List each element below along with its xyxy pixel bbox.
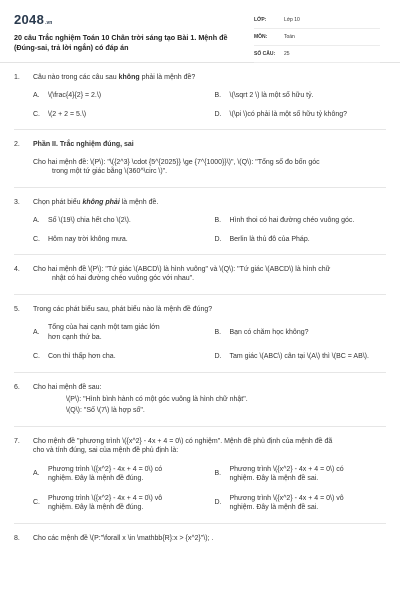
question-text: Câu nào trong các câu sau không phải là mệnh đề? xyxy=(33,74,196,81)
meta-row-count xyxy=(254,46,380,63)
question-text: Trong các phát biểu sau, phát biểu nào là mệnh đề đúng? xyxy=(33,305,213,313)
meta-row-subject xyxy=(254,29,380,46)
question-subtext xyxy=(14,395,386,416)
option-text: \(\sqrt 2 \) là một số hữu tỷ. xyxy=(229,92,314,100)
question-line: Cho mệnh đề "phương trình \({x^2} - 4x + 4 = 0\) có nghiệm". Mệnh đề phủ định của mệnh đề đã xyxy=(33,437,333,445)
answer-option-c[interactable] xyxy=(33,494,205,513)
answer-option-a[interactable] xyxy=(33,465,205,484)
option-text: Phương trình \({x^2} - 4x + 4 = 0\) có nghiệm. Đây là mệnh đề đúng. xyxy=(48,465,163,483)
option-text: \(\pi \)có phải là một số hữu tỷ không? xyxy=(229,110,348,118)
option-text: Hôm nay trời không mưa. xyxy=(48,235,128,243)
option-text: Phương trình \({x^2} - 4x + 4 = 0\) có nghiệm. Đây là mệnh đề sai. xyxy=(229,465,344,483)
question-list xyxy=(0,63,400,553)
option-letter: C. xyxy=(33,499,40,507)
question-number: 7. xyxy=(14,437,20,445)
meta-value: Toán xyxy=(284,33,295,40)
option-text: Tam giác \(ABC\) cân tại \(A\) thì \(BC = AB\). xyxy=(229,353,369,361)
question-item xyxy=(14,63,386,130)
page-title: 20 câu Trắc nghiệm Toán 10 Chân trời sáng tạo Bài 1. Mệnh đề (Đúng-sai, trả lời ngắn) có đáp án xyxy=(14,33,228,53)
option-letter: D. xyxy=(214,499,222,507)
option-text: Số \(19\) chia hết cho \(2\). xyxy=(48,217,131,225)
question-number: 2. xyxy=(14,141,20,149)
question-item xyxy=(14,295,386,373)
answer-option-d[interactable] xyxy=(215,494,387,513)
meta-box xyxy=(254,12,380,63)
section-heading: Phần II. Trắc nghiệm đúng, sai xyxy=(33,141,134,149)
option-letter: C. xyxy=(33,235,40,243)
meta-label: LỚP: xyxy=(254,16,267,23)
meta-label: MÔN: xyxy=(254,33,268,40)
question-subtext xyxy=(14,158,386,177)
option-letter: C. xyxy=(33,110,40,118)
option-letter: D. xyxy=(214,235,222,243)
site-logo[interactable] xyxy=(14,11,52,27)
subtext-line: Cho hai mệnh đề: \(P\): "\({2^3} \cdot {5^{2025}} \ge {7^{1000}}\)", \(Q\): "Tổng số đo bốn góc xyxy=(33,158,320,166)
question-text: Chọn phát biểu không phải là mệnh đề. xyxy=(33,198,159,206)
question-item xyxy=(14,188,386,255)
answer-option-b[interactable] xyxy=(215,465,387,484)
option-text: Berlin là thủ đô của Pháp. xyxy=(229,235,310,243)
answer-option-b[interactable] xyxy=(215,91,387,100)
question-number: 5. xyxy=(14,305,20,313)
option-text: Tổng của hai cạnh một tam giác lớn hơn cạnh thứ ba. xyxy=(48,324,160,341)
question-text xyxy=(33,265,386,284)
question-number: 4. xyxy=(14,265,20,273)
option-letter: B. xyxy=(214,92,222,100)
option-text: Bạn có chăm học không? xyxy=(229,328,309,336)
question-number: 1. xyxy=(14,74,20,81)
question-line: nhật có hai đường chéo vuông góc với nhau". xyxy=(52,275,195,283)
meta-row-class xyxy=(254,12,380,29)
option-letter: B. xyxy=(214,217,222,225)
option-letter: D. xyxy=(214,353,222,361)
answer-option-d[interactable] xyxy=(215,235,387,244)
question-number: 6. xyxy=(14,383,20,391)
option-text: Phương trình \({x^2} - 4x + 4 = 0\) vô nghiệm. Đây là mệnh đề đúng. xyxy=(48,494,163,512)
option-letter: C. xyxy=(33,353,40,361)
option-letter: B. xyxy=(214,328,222,336)
option-text: Hình thoi có hai đường chéo vuông góc. xyxy=(229,217,355,225)
question-text: Cho các mệnh đề \(P:"\forall x \in \mathbb{R}:x > {x^2}"\); . xyxy=(33,534,214,542)
logo-text: 2048 xyxy=(14,12,45,27)
page-header xyxy=(0,0,400,62)
answer-option-c[interactable] xyxy=(33,352,205,361)
meta-value: 25 xyxy=(284,50,290,57)
question-item xyxy=(14,427,386,524)
meta-value: Lớp 10 xyxy=(284,16,300,23)
answer-option-a[interactable] xyxy=(33,323,205,342)
answer-option-a[interactable] xyxy=(33,216,205,225)
answer-option-b[interactable] xyxy=(215,216,387,225)
question-text xyxy=(33,437,386,456)
subtext-line: \(Q\): "Số \(7\) là hợp số". xyxy=(66,407,145,415)
question-line: cho và tính đúng, sai của mệnh đề phủ định là: xyxy=(33,447,179,455)
option-letter: D. xyxy=(214,110,222,118)
subtext-line: trong một tứ giác bằng \(360^\circ \)". xyxy=(52,168,168,176)
option-letter: A. xyxy=(33,92,40,100)
question-item xyxy=(14,373,386,427)
question-line: Cho hai mệnh đề \(P\): "Tứ giác \(ABCD\) là hình vuông" và \(Q\): "Tứ giác \(ABCD\) là hình chữ xyxy=(33,265,331,273)
question-item xyxy=(14,130,386,187)
option-letter: A. xyxy=(33,470,40,478)
question-text: Cho hai mệnh đề sau: xyxy=(33,383,102,391)
option-letter: B. xyxy=(214,470,222,478)
answer-option-c[interactable] xyxy=(33,235,205,244)
question-number: 8. xyxy=(14,534,20,542)
question-item xyxy=(14,524,386,553)
option-text: \(\frac{4}{2} = 2.\) xyxy=(48,92,102,100)
meta-label: SỐ CÂU: xyxy=(254,50,276,57)
option-letter: A. xyxy=(33,328,40,336)
option-text: \(2 + 2 = 5.\) xyxy=(48,110,87,118)
answer-option-d[interactable] xyxy=(215,110,387,119)
question-item xyxy=(14,255,386,295)
answer-option-c[interactable] xyxy=(33,110,205,119)
option-letter: A. xyxy=(33,217,40,225)
option-text: Phương trình \({x^2} - 4x + 4 = 0\) vô nghiệm. Đây là mệnh đề sai. xyxy=(229,494,344,512)
subtext-line: \(P\): "Hình bình hành có một góc vuông là hình chữ nhật". xyxy=(66,396,248,403)
logo-domain: .vn xyxy=(45,20,53,26)
question-number: 3. xyxy=(14,198,20,206)
answer-option-d[interactable] xyxy=(215,352,387,361)
answer-option-a[interactable] xyxy=(33,91,205,100)
option-text: Con thì thấp hơn cha. xyxy=(48,353,116,361)
answer-option-b[interactable] xyxy=(215,323,387,342)
